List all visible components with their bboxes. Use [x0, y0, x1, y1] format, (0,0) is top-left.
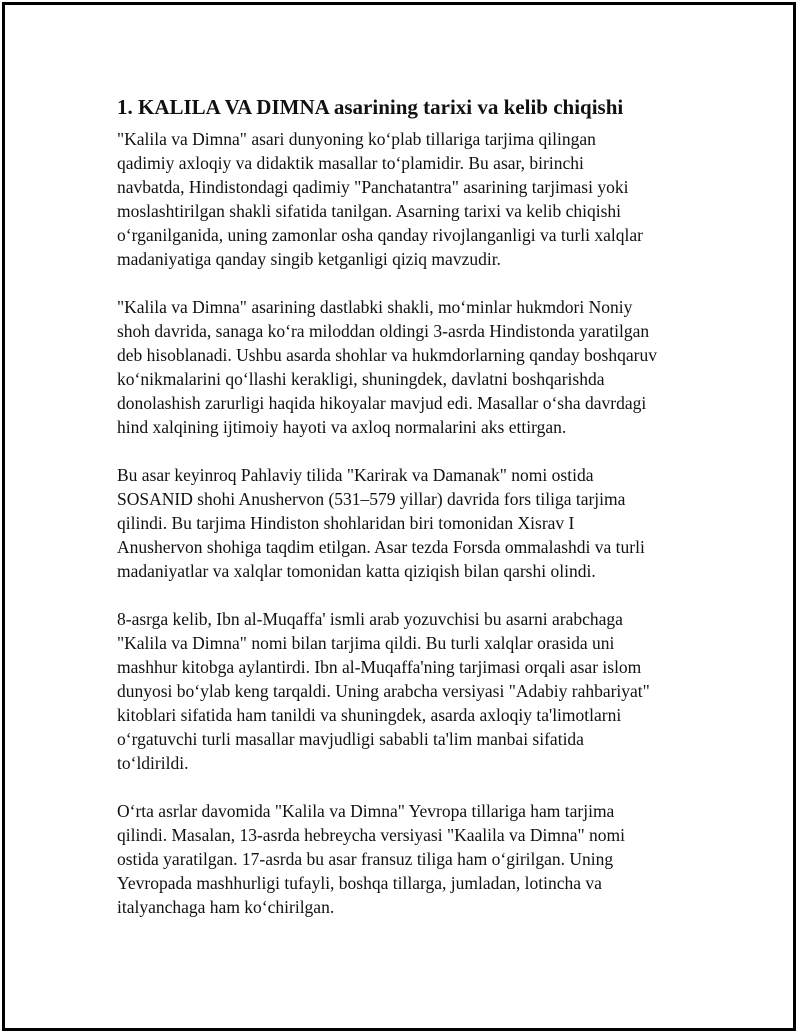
text-line: moslashtirilgan shakli sifatida tanilgan. Asarning tarixi va kelib chiqishi	[117, 201, 622, 221]
text-line: Yevropada mashhurligi tufayli, boshqa tillarga, jumladan, lotincha va	[117, 873, 602, 893]
text-line: qadimiy axloqiy va didaktik masallar to‘plamidir. Bu asar, birinchi	[117, 153, 584, 173]
paragraph-arabic-translation	[117, 607, 717, 775]
text-line: "Kalila va Dimna" asari dunyoning ko‘plab tillariga tarjima qilingan	[117, 129, 596, 149]
section-heading: 1. KALILA VA DIMNA asarining tarixi va kelib chiqishi	[117, 95, 624, 119]
text-line: to‘ldirildi.	[117, 753, 189, 773]
text-line: "Kalila va Dimna" asarining dastlabki shakli, mo‘minlar hukmdori Noniy	[117, 297, 633, 317]
text-line: madaniyatlar va xalqlar tomonidan katta qiziqish bilan qarshi olindi.	[117, 561, 596, 581]
text-line: donolashish zarurligi haqida hikoyalar mavjud edi. Masallar o‘sha davrdagi	[117, 393, 647, 413]
text-line: "Kalila va Dimna" nomi bilan tarjima qildi. Bu turli xalqlar orasida uni	[117, 633, 615, 653]
text-line: Anushervon shohiga taqdim etilgan. Asar tezda Forsda ommalashdi va turli	[117, 537, 645, 557]
text-line: qilindi. Bu tarjima Hindiston shohlaridan biri tomonidan Xisrav I	[117, 513, 575, 533]
text-line: 8-asrga kelib, Ibn al-Muqaffa' ismli arab yozuvchisi bu asarni arabchaga	[117, 609, 623, 629]
text-line: italyanchaga ham ko‘chirilgan.	[117, 897, 335, 917]
text-line: deb hisoblanadi. Ushbu asarda shohlar va hukmdorlarning qanday boshqaruv	[117, 345, 657, 365]
text-line: mashhur kitobga aylantirdi. Ibn al-Muqaffa'ning tarjimasi orqali asar islom	[117, 657, 642, 677]
text-line: navbatda, Hindistondagi qadimiy "Panchatantra" asarining tarjimasi yoki	[117, 177, 629, 197]
text-line: shoh davrida, sanaga ko‘ra miloddan oldingi 3-asrda Hindistonda yaratilgan	[117, 321, 650, 341]
text-line: qilindi. Masalan, 13-asrda hebreycha versiyasi "Kaalila va Dimna" nomi	[117, 825, 626, 845]
text-line: O‘rta asrlar davomida "Kalila va Dimna" Yevropa tillariga ham tarjima	[117, 801, 615, 821]
text-line: o‘rganilganida, uning zamonlar osha qanday rivojlanganligi va turli xalqlar	[117, 225, 643, 245]
paragraph-origin-overview	[117, 127, 717, 271]
text-line: o‘rgatuvchi turli masallar mavjudligi sababli ta'lim manbai sifatida	[117, 729, 584, 749]
text-line: dunyosi bo‘ylab keng tarqaldi. Uning arabcha versiyasi "Adabiy rahbariyat"	[117, 681, 650, 701]
paragraph-pahlavi-translation	[117, 463, 717, 583]
text-line: ostida yaratilgan. 17-asrda bu asar fransuz tiliga ham o‘girilgan. Uning	[117, 849, 614, 869]
text-line: ko‘nikmalarini qo‘llashi kerakligi, shuningdek, davlatni boshqarishda	[117, 369, 605, 389]
text-line: SOSANID shohi Anushervon (531–579 yillar) davrida fors tiliga tarjima	[117, 489, 626, 509]
text-line: kitoblari sifatida ham tanildi va shuningdek, asarda axloqiy ta'limotlarni	[117, 705, 622, 725]
document-body	[117, 93, 717, 943]
paragraph-european-translations	[117, 799, 717, 919]
text-line: hind xalqining ijtimoiy hayoti va axloq normalarini aks ettirgan.	[117, 417, 567, 437]
text-line: Bu asar keyinroq Pahlaviy tilida "Karirak va Damanak" nomi ostida	[117, 465, 594, 485]
text-line: madaniyatiga qanday singib ketganligi qiziq mavzudir.	[117, 249, 501, 269]
paragraph-indian-origin	[117, 295, 717, 439]
